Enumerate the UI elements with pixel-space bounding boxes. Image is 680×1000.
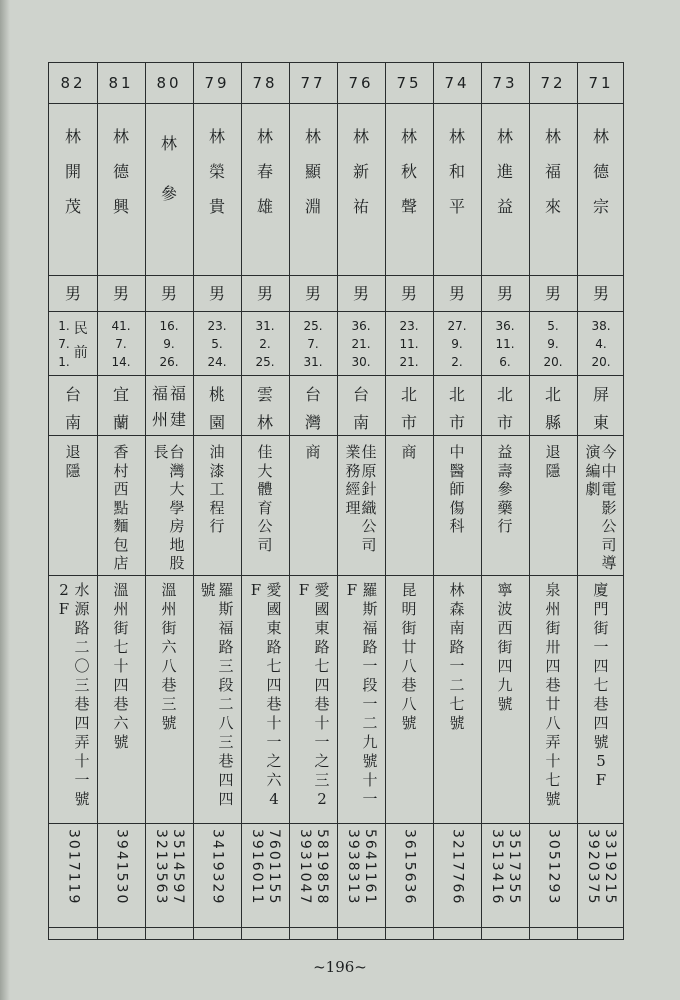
- occupation: 退 隱: [545, 443, 561, 480]
- address: 水 源 路 二 〇 三 巷 四 弄 十 一 號 2 F: [58, 581, 90, 808]
- birth-date: 36. 21. 30.: [351, 319, 371, 369]
- entry-number: 82: [60, 74, 86, 92]
- member-name: 林 榮 貴: [208, 127, 225, 216]
- entry-number: 79: [204, 74, 230, 92]
- row-divider: [49, 575, 623, 576]
- native-place: 桃 園: [208, 385, 225, 432]
- member-name: 林 和 平: [448, 127, 465, 216]
- phone-numbers: 5641161 3938313: [345, 829, 378, 906]
- row-divider: [49, 103, 623, 104]
- member-register-table: [48, 62, 624, 940]
- birth-date: 38. 4. 20.: [591, 319, 611, 369]
- address: 林 森 南 路 一 二 七 號: [449, 581, 465, 732]
- entry-number: 78: [252, 74, 278, 92]
- native-place: 北 市: [448, 385, 465, 432]
- native-place: 福 州 福 建: [151, 384, 187, 429]
- native-place: 台 灣: [304, 385, 321, 432]
- address: 愛 國 東 路 七 四 巷 十 一 之 六 4 F: [250, 581, 282, 808]
- phone-numbers: 3319215 3920375: [585, 829, 618, 906]
- native-place: 北 市: [400, 385, 417, 432]
- occupation: 益 壽 參 藥 行: [497, 443, 513, 535]
- native-place: 北 縣: [544, 385, 561, 432]
- address: 寧 波 西 街 四 九 號: [497, 581, 513, 713]
- member-name: 林 秋 聲: [400, 127, 417, 216]
- occupation: 退 隱: [65, 443, 81, 480]
- phone-numbers: 3017119: [65, 829, 82, 906]
- phone-numbers: 3941530: [113, 829, 130, 906]
- member-name: 林 新 祐: [352, 127, 369, 216]
- birth-date: 16. 9. 26.: [159, 319, 179, 369]
- entry-number: 75: [396, 74, 422, 92]
- member-gender: 男: [208, 284, 225, 303]
- phone-numbers: 3517355 3513416: [489, 829, 522, 906]
- occupation: 佳 原 針 織 公 司 業 務 經 理: [345, 443, 377, 554]
- entry-number: 81: [108, 74, 134, 92]
- occupation: 商: [401, 443, 417, 461]
- entry-number: 76: [348, 74, 374, 92]
- member-name: 林 開 茂: [64, 127, 81, 216]
- address: 昆 明 街 廿 八 巷 八 號: [401, 581, 417, 732]
- phone-numbers: 7601155 3916011: [249, 829, 282, 906]
- phone-numbers: 3514597 3213563: [153, 829, 186, 906]
- birth-date: 23. 5. 24.: [207, 319, 227, 369]
- native-place: 雲 林: [256, 385, 273, 432]
- member-name: 林 進 益: [496, 127, 513, 216]
- member-name: 林 春 雄: [256, 127, 273, 216]
- occupation: 油 漆 工 程 行: [209, 443, 225, 535]
- native-place: 台 南: [64, 385, 81, 432]
- member-name: 林 參: [160, 134, 177, 203]
- member-gender: 男: [592, 284, 609, 303]
- row-divider: [49, 311, 623, 312]
- member-gender: 男: [112, 284, 129, 303]
- entry-number: 77: [300, 74, 326, 92]
- entry-number: 73: [492, 74, 518, 92]
- entry-number: 71: [588, 74, 614, 92]
- entry-number: 72: [540, 74, 566, 92]
- native-place: 宜 蘭: [112, 385, 129, 432]
- entry-number: 74: [444, 74, 470, 92]
- occupation: 商: [305, 443, 321, 461]
- member-gender: 男: [448, 284, 465, 303]
- member-name: 林 福 來: [544, 127, 561, 216]
- member-gender: 男: [64, 284, 81, 303]
- member-gender: 男: [160, 284, 177, 303]
- address: 廈 門 街 一 四 七 巷 四 號 5 F: [593, 581, 609, 789]
- member-name: 林 德 宗: [592, 127, 609, 216]
- address: 羅 斯 福 路 一 段 一 二 九 號 十 一 F: [346, 581, 378, 808]
- address: 溫 州 街 七 十 四 巷 六 號: [113, 581, 129, 751]
- member-gender: 男: [496, 284, 513, 303]
- member-name: 林 德 興: [112, 127, 129, 216]
- birth-date: 5. 9. 20.: [543, 319, 563, 369]
- occupation: 台 灣 大 學 房 地 股 長: [153, 443, 185, 572]
- native-place: 台 南: [352, 385, 369, 432]
- address: 溫 州 街 六 八 巷 三 號: [161, 581, 177, 732]
- address: 愛 國 東 路 七 四 巷 十 一 之 三 2 F: [298, 581, 330, 808]
- birth-date: 31. 2. 25.: [255, 319, 275, 369]
- birth-date: 25. 7. 31.: [303, 319, 323, 369]
- row-divider: [49, 375, 623, 376]
- member-name: 林 顯 淵: [304, 127, 321, 216]
- native-place: 北 市: [496, 385, 513, 432]
- member-gender: 男: [544, 284, 561, 303]
- address: 泉 州 街 卅 四 巷 廿 八 弄 十 七 號: [545, 581, 561, 808]
- member-gender: 男: [256, 284, 273, 303]
- occupation: 今 中 電 影 公 司 導 演 編 劇: [585, 443, 617, 572]
- row-divider: [49, 823, 623, 824]
- phone-numbers: 5819858 3931047: [297, 829, 330, 906]
- page-number: ~196~: [313, 958, 367, 976]
- member-gender: 男: [304, 284, 321, 303]
- row-divider: [49, 275, 623, 276]
- birth-date: 1. 7. 1. 民 前: [58, 319, 88, 369]
- occupation: 香 村 西 點 麵 包 店: [113, 443, 129, 572]
- native-place: 屏 東: [592, 385, 609, 432]
- phone-numbers: 3419329: [209, 829, 226, 906]
- member-gender: 男: [400, 284, 417, 303]
- phone-numbers: 3051293: [545, 829, 562, 906]
- birth-date: 41. 7. 14.: [111, 319, 131, 369]
- phone-numbers: 3217766: [449, 829, 466, 906]
- address: 羅 斯 福 路 三 段 二 八 三 巷 四 四 號: [200, 581, 234, 808]
- phone-numbers: 3615636: [401, 829, 418, 906]
- occupation: 中 醫 師 傷 科: [449, 443, 465, 535]
- entry-number: 80: [156, 74, 182, 92]
- occupation: 佳 大 體 育 公 司: [257, 443, 273, 554]
- birth-date: 23. 11. 21.: [399, 319, 419, 369]
- member-gender: 男: [352, 284, 369, 303]
- birth-date: 27. 9. 2.: [447, 319, 467, 369]
- page-edge: [0, 0, 10, 1000]
- birth-date: 36. 11. 6.: [495, 319, 515, 369]
